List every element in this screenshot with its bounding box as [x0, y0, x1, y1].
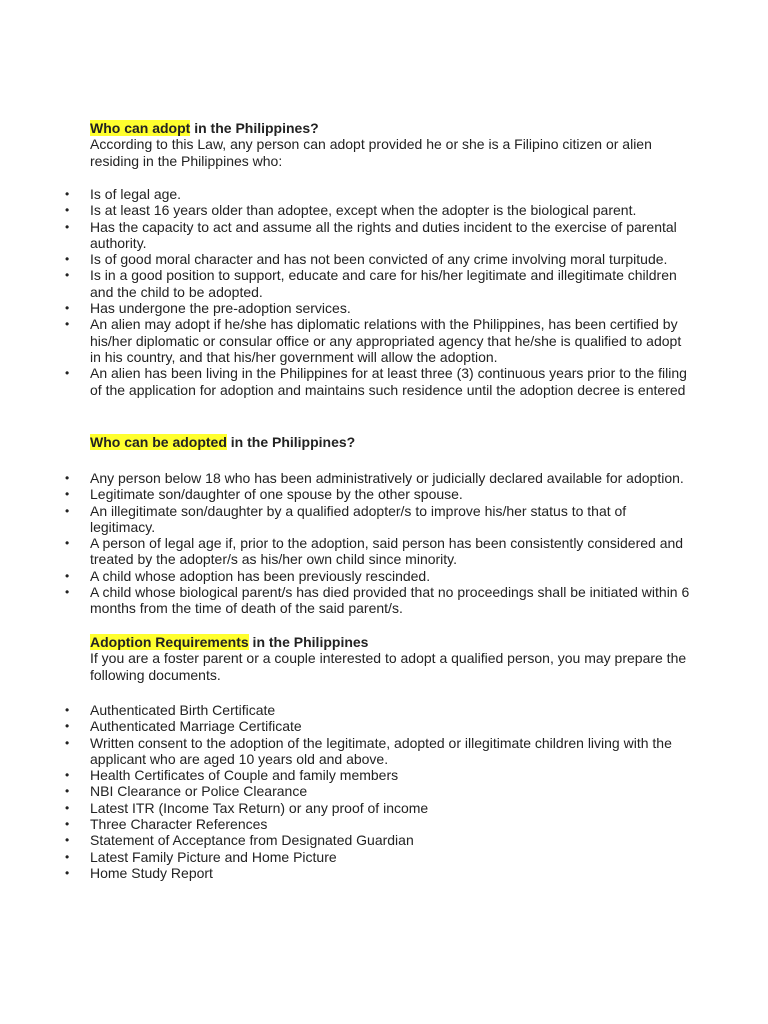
heading-highlight: Who can be adopted: [90, 434, 227, 450]
section-heading: [90, 634, 690, 650]
list-item: • Legitimate son/daughter of one spouse by the other spouse.: [90, 486, 690, 502]
list-item: • Latest Family Picture and Home Picture: [90, 849, 690, 865]
heading-highlight: Who can adopt: [90, 120, 191, 136]
list-who-can-be-adopted: [90, 470, 690, 617]
list-item: • Has the capacity to act and assume all the rights and duties incident to the exercise of parental authority.: [90, 219, 690, 252]
list-item: • A child whose adoption has been previously rescinded.: [90, 568, 690, 584]
list-item: • Authenticated Birth Certificate: [90, 702, 690, 718]
list-item: • Home Study Report: [90, 865, 690, 881]
list-item: • An illegitimate son/daughter by a qualified adopter/s to improve his/her status to that of legitimacy.: [90, 503, 690, 536]
heading-rest: in the Philippines?: [190, 120, 319, 136]
list-who-can-adopt: [90, 186, 690, 398]
list-item: • An alien has been living in the Philippines for at least three (3) continuous years prior to the filing of the application for adoption and maintains such residence until the adoption decree is entered: [90, 365, 690, 398]
section-who-can-adopt: [90, 120, 690, 169]
section-adoption-requirements: [90, 634, 690, 683]
list-item: • Written consent to the adoption of the legitimate, adopted or illegitimate children living with the applicant who are aged 10 years old and above.: [90, 735, 690, 768]
intro-paragraph: According to this Law, any person can adopt provided he or she is a Filipino citizen or alien residing in the Philippines who:: [90, 136, 652, 169]
list-item: • A child whose biological parent/s has died provided that no proceedings shall be initiated within 6 months from the time of death of the said parent/s.: [90, 584, 690, 617]
list-item: • Authenticated Marriage Certificate: [90, 718, 690, 734]
list-item: • Three Character References: [90, 816, 690, 832]
list-item: • Is of legal age.: [90, 186, 690, 202]
section-heading: [90, 120, 690, 136]
list-item: • NBI Clearance or Police Clearance: [90, 783, 690, 799]
list-adoption-requirements: [90, 702, 690, 881]
heading-rest: in the Philippines: [248, 634, 369, 650]
section-heading: [90, 434, 690, 450]
list-item: • Is at least 16 years older than adoptee, except when the adopter is the biological parent.: [90, 202, 690, 218]
heading-rest: in the Philippines?: [226, 434, 356, 450]
list-item: • Latest ITR (Income Tax Return) or any proof of income: [90, 800, 690, 816]
list-item: • Is in a good position to support, educate and care for his/her legitimate and illegitimate children and the child to be adopted.: [90, 267, 690, 300]
intro-paragraph: If you are a foster parent or a couple interested to adopt a qualified person, you may prepare the following documents.: [90, 650, 687, 683]
list-item: • Health Certificates of Couple and family members: [90, 767, 690, 783]
list-item: • A person of legal age if, prior to the adoption, said person has been consistently considered and treated by the adopter/s as his/her own child since minority.: [90, 535, 690, 568]
list-item: • Is of good moral character and has not been convicted of any crime involving moral turpitude.: [90, 251, 690, 267]
section-who-can-be-adopted: [90, 434, 690, 450]
list-item: • Statement of Acceptance from Designated Guardian: [90, 832, 690, 848]
list-item: • Has undergone the pre-adoption services.: [90, 300, 690, 316]
list-item: • An alien may adopt if he/she has diplomatic relations with the Philippines, has been certified by his/her diplomatic or consular office or any appropriated agency that he/she is qualified to adopt in his country, and that his/her government will allow the adoption.: [90, 316, 690, 365]
heading-highlight: Adoption Requirements: [90, 634, 249, 650]
list-item: • Any person below 18 who has been administratively or judicially declared available for adoption.: [90, 470, 690, 486]
